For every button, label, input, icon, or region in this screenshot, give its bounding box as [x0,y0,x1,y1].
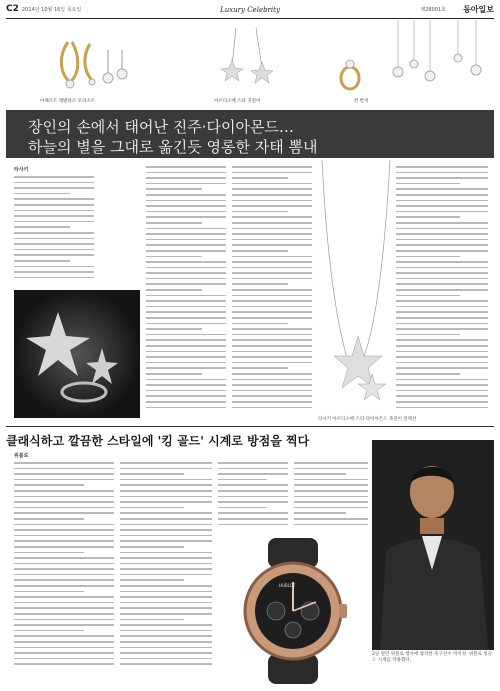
article2-headline: 클래식하고 깔끔한 스타일에 '킹 골드' 시계로 방점을 찍다 [6,434,310,448]
jewelry-illustrations [6,20,494,108]
star-earrings-image [221,28,273,83]
article2-text-col1 [14,462,114,684]
star-necklace-illustration [318,160,394,422]
page-header [6,4,494,19]
star-ring-illustration [14,290,140,418]
article1-byline: 타사키 [14,167,29,173]
watch-photo [218,538,368,684]
newspaper-logo: 동아일보 [463,5,494,14]
pearl-earrings-image [103,50,127,83]
product-caption-2: 아르디소베 스타 귀걸이 [214,99,261,104]
article1-headline-line2: 하늘의 별을 그대로 옮긴듯 영롱한 자태 뽐내 [28,138,318,156]
article2-text-col4 [294,462,368,534]
hoop-earrings-image [61,42,95,88]
jewelry-product-strip [6,20,494,108]
article2-byline: 위블로 [14,453,29,459]
article1-headline-band [6,110,494,158]
section-divider [6,426,494,427]
article1-photo-caption: 타사키 아르디소베 스타 다이아몬드 목걸이 컬렉션 [318,417,417,422]
section-title: Luxury Celebrity [220,6,280,14]
pendant-necklaces-image [393,20,481,81]
article1-headline-line1: 장인의 손에서 태어난 진주·다이아몬드… [28,118,294,136]
article1-text-col3 [232,166,312,418]
star-necklace-photo [318,160,394,422]
article2-text-col2 [120,462,212,684]
date-line: 2014년 10월 16일 목요일 [22,7,82,13]
issue-number: 제28001호 [420,7,446,13]
article1-text-col4 [396,166,488,418]
watch-brand-label: HUBLOT [279,583,296,588]
watch-illustration [218,538,368,684]
celebrity-illustration [372,440,494,650]
star-ring-photo [14,290,140,418]
ring-image [341,60,359,89]
page-number: C2 [6,4,19,14]
product-caption-3: 컨 반지 [354,99,369,104]
article2-text-col3 [218,462,288,534]
celebrity-photo [372,440,494,650]
article2-photo-caption: 2일 열린 위블로 행사에 참석한 축구선수 박지성. 위블로 킹골드 시계를 착용했다. [372,652,493,663]
article1-text-col1 [14,176,94,286]
product-caption-1: 아페르트 레발라르 모파소르 [40,99,96,104]
article1-text-col2 [146,166,226,418]
